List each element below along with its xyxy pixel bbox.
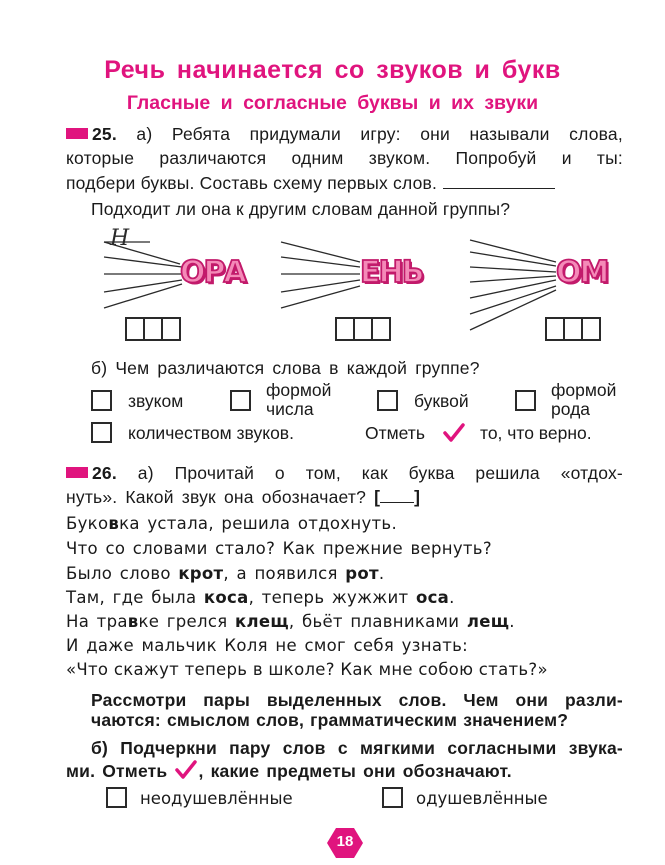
word: как (361, 463, 388, 483)
ex25-number: 25. (66, 124, 117, 145)
ex26-line1 (66, 463, 623, 484)
handwritten-letter: Н (110, 226, 130, 251)
word: Чем (463, 690, 499, 710)
ex25-line1 (66, 124, 623, 145)
word: разли- (564, 690, 623, 710)
ex26-question-line2: чаются: смыслом слов, грамматическим значением? (91, 710, 569, 730)
word: одним (291, 148, 344, 168)
word: мягкими (360, 738, 436, 758)
checkbox-sound-count[interactable] (91, 422, 112, 443)
option-letter-label: буквой (414, 391, 469, 411)
ex26-part-b-line2-start: ми. Отметь (66, 761, 168, 781)
word: б) (91, 738, 109, 758)
option-sound-label: звуком (128, 391, 184, 411)
poem-line-6: И даже мальчик Коля не смог себя узнать: (66, 636, 469, 655)
ex26-line2 (66, 487, 420, 508)
word: различаются (159, 148, 267, 168)
checkbox-animate[interactable] (382, 787, 403, 808)
word: Попробуй (455, 148, 537, 168)
word: «отдох- (560, 463, 623, 483)
option-gender-form-label (551, 381, 616, 419)
ex26-part-b-line2 (66, 759, 512, 782)
checkmark-icon (174, 759, 198, 781)
word: звуком. (368, 148, 431, 168)
word: называли (469, 124, 550, 144)
ex25-line3-text: подбери буквы. Составь схему первых слов. (66, 173, 438, 193)
word: о (274, 463, 285, 483)
poem-line-1: Буковка устала, решила отдохнуть. (66, 514, 397, 533)
word: том, (305, 463, 341, 483)
option-animate-label: одушевлённые (416, 789, 548, 808)
option-gender-form-line1: формой (551, 380, 617, 400)
mark-instruction-2: то, что верно. (480, 423, 592, 443)
word-ending-om: ОМ (556, 255, 608, 290)
word: пары (203, 690, 250, 710)
ex26-part-b-line2-end: , какие предметы они обозначают. (198, 761, 512, 781)
word: Рассмотри (91, 690, 187, 710)
option-number-form-line2: числа (266, 399, 314, 419)
word: Подчеркни (120, 738, 217, 758)
word: звука- (568, 738, 623, 758)
word: придумали (249, 124, 341, 144)
word-ending-ora: ОРА (180, 255, 245, 290)
checkbox-letter[interactable] (377, 390, 398, 411)
poem-line-3: Было слово крот, а появился рот. (66, 564, 385, 583)
mark-instruction-1: Отметь (365, 423, 425, 443)
word: они (420, 124, 450, 144)
checkbox-number-form[interactable] (230, 390, 251, 411)
sound-answer-blank[interactable] (380, 490, 414, 503)
poem-line-2: Что со словами стало? Как прежние вернуть? (66, 539, 492, 558)
bracket-close: ] (414, 487, 421, 507)
word: Прочитай (174, 463, 255, 483)
page-subtitle: Гласные и согласные буквы и их звуки (126, 92, 539, 114)
page-number: 18 (336, 833, 354, 850)
word: пару (229, 738, 271, 758)
ex25-line2 (66, 148, 623, 169)
ex25-line3 (66, 173, 555, 194)
word: а) (136, 124, 153, 144)
word: с (337, 738, 348, 758)
word: слова, (569, 124, 623, 144)
page-title: Речь начинается со звуков и букв (104, 56, 561, 84)
ex25-part-b-question: б) Чем различаются слова в каждой группе? (91, 358, 480, 378)
word: слов (282, 738, 326, 758)
bracket-open: [ (374, 487, 381, 507)
word: они (515, 690, 549, 710)
option-inanimate-label: неодушевлённые (140, 789, 293, 808)
exercise-marker (66, 128, 88, 139)
ex26-line2-text: нуть». Какой звук она обозначает? (66, 487, 367, 507)
word: которые (66, 148, 135, 168)
ex26-part-b-line1 (91, 738, 623, 759)
word: ты: (596, 148, 623, 168)
word: и (561, 148, 572, 168)
ex26-number: 26. (66, 463, 117, 484)
poem-line-5: На травке грелся клещ, бьёт плавниками лещ. (66, 612, 515, 631)
option-number-form-line1: формой (266, 380, 332, 400)
option-sound-count-label: количеством звуков. (128, 423, 294, 443)
word-ending-en: ЕНЬ (360, 255, 423, 290)
word: согласными (447, 738, 557, 758)
checkbox-inanimate[interactable] (106, 787, 127, 808)
option-number-form-label (266, 381, 331, 419)
poem-line-4: Там, где была коса, теперь жужжит оса. (66, 588, 455, 607)
word: решила (475, 463, 540, 483)
poem-line-7: «Что скажут теперь в школе? Как мне собою стать?» (66, 660, 548, 679)
exercise-marker (66, 467, 88, 478)
word: слов. (398, 690, 447, 710)
ex25-line4: Подходит ли она к другим словам данной группы? (91, 199, 511, 219)
checkmark-icon (442, 422, 466, 444)
option-gender-form-line2: рода (551, 399, 591, 419)
answer-blank-line[interactable] (443, 174, 555, 189)
word: игру: (360, 124, 401, 144)
checkbox-sound[interactable] (91, 390, 112, 411)
word: а) (137, 463, 154, 483)
scheme-group-1 (104, 242, 182, 340)
checkbox-gender-form[interactable] (515, 390, 536, 411)
word: выделенных (266, 690, 382, 710)
ex26-question-line1 (91, 690, 623, 711)
word: буква (408, 463, 455, 483)
word: Ребята (171, 124, 231, 144)
